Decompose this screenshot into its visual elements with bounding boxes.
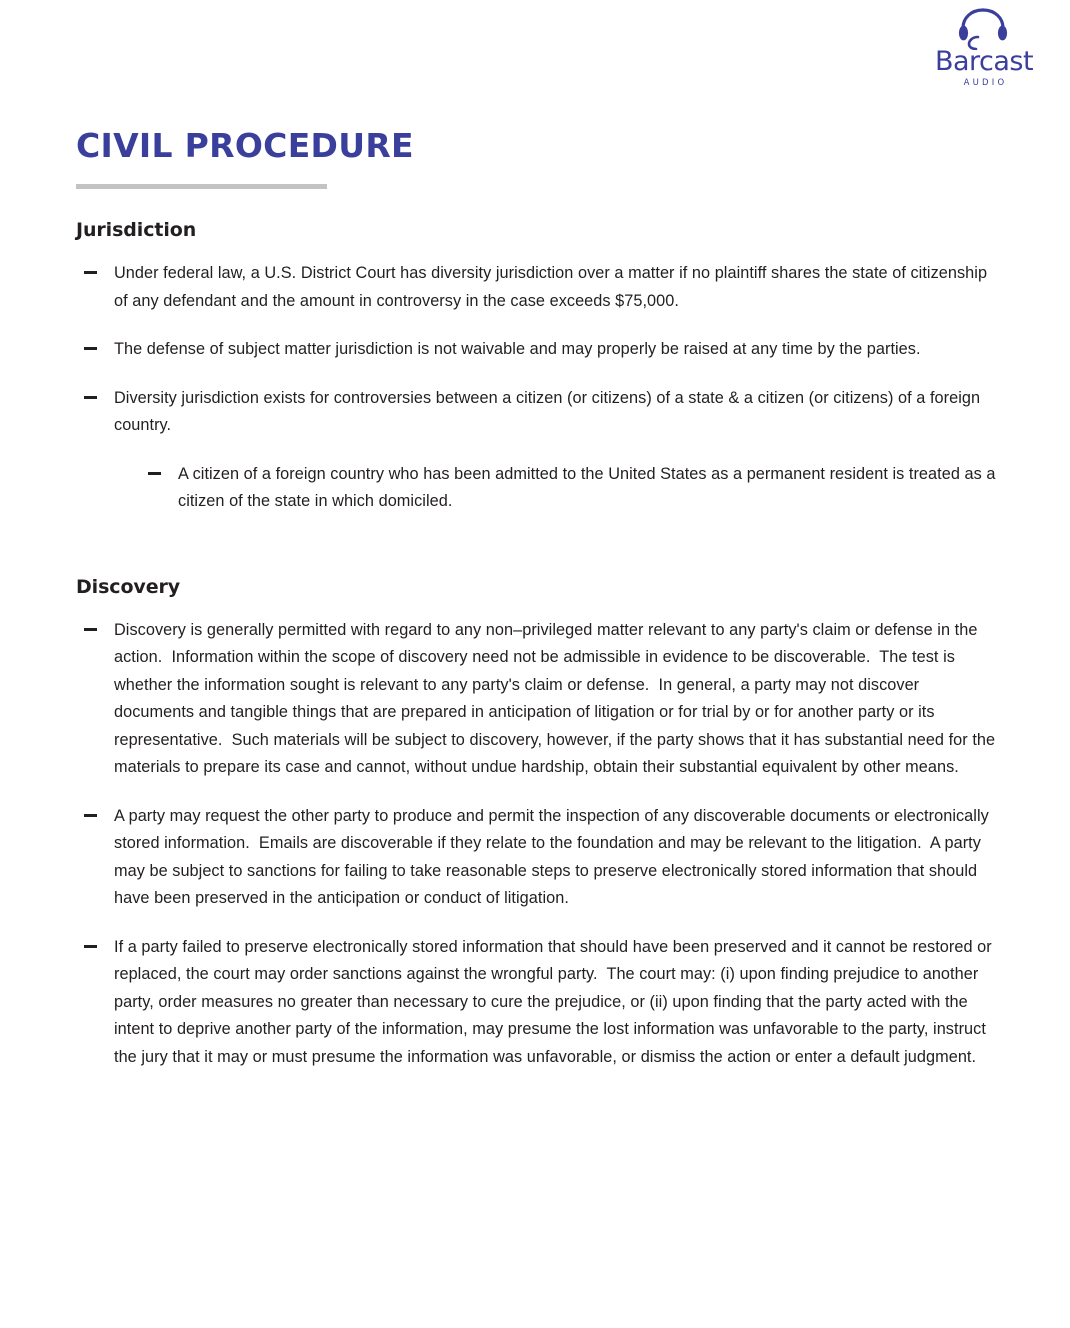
- dash-bullet-icon: [84, 396, 97, 399]
- section-heading: Discovery: [76, 575, 181, 598]
- page-title: CIVIL PROCEDURE: [76, 126, 414, 165]
- document-body: [76, 128, 1021, 1071]
- list-item: [76, 803, 1001, 913]
- bullet-list: [76, 260, 1021, 516]
- list-item: [76, 934, 1001, 1072]
- title-divider: [76, 184, 327, 189]
- sub-list-item-text: A citizen of a foreign country who has been admitted to the United States as a permanent resident is treated as a citizen of the state in which domiciled.: [178, 464, 1001, 511]
- sub-bullet-list: [140, 461, 1001, 516]
- section-jurisdiction: [76, 219, 1021, 516]
- brand-logo: [928, 6, 1040, 88]
- dash-bullet-icon: [148, 472, 161, 475]
- list-item: [76, 385, 1001, 516]
- bullet-list: [76, 617, 1021, 1072]
- list-item-text: A party may request the other party to produce and permit the inspection of any discoverable documents or electronically stored information. Emails are discoverable if they relate to the foundation and may be relevant to the litigation. A party may be subject to sanctions for failing to take reasonable steps to preserve electronically stored information that should have been preserved in the anticipation or conduct of litigation.: [114, 806, 994, 908]
- dash-bullet-icon: [84, 347, 97, 350]
- list-item-text: Under federal law, a U.S. District Court has diversity jurisdiction over a matter if no plaintiff shares the state of citizenship of any defendant and the amount in controversy in the case exceeds $75,000.: [114, 264, 992, 310]
- dash-bullet-icon: [84, 945, 97, 948]
- sub-list-item: [140, 461, 1001, 516]
- list-item: [76, 617, 1001, 782]
- headphones-icon: [952, 6, 1016, 50]
- dash-bullet-icon: [84, 814, 97, 817]
- logo-subtext: AUDIO: [963, 78, 1008, 88]
- section-heading: Jurisdiction: [76, 219, 197, 242]
- dash-bullet-icon: [84, 271, 97, 274]
- list-item-text: The defense of subject matter jurisdiction is not waivable and may properly be raised at any time by the parties.: [114, 340, 921, 359]
- list-item: [76, 260, 1001, 315]
- list-item-text: If a party failed to preserve electronically stored information that should have been preserved and it cannot be restored or replaced, the court may order sanctions against the wrongful party. The court may: (i) upon finding prejudice to another party, order measures no greater than necessary to cure the prejudice, or (ii) upon finding that the party acted with the intent to deprive another party of the information, may presume the lost information was unfavorable to the party, instruct the jury that it may or must presume the information was unfavorable, or dismiss the action or enter a default judgment.: [114, 937, 997, 1066]
- list-item-text: Discovery is generally permitted with regard to any non–privileged matter relevant to any party's claim or defense in the action. Information within the scope of discovery need not be admissible in evidence to be discoverable. The test is whether the information sought is relevant to any party's claim or defense. In general, a party may not discover documents and tangible things that are prepared in anticipation of litigation or for trial by or for another party or its representative. Such materials will be subject to discovery, however, if the party shows that it has substantial need for the materials to prepare its case and cannot, without undue hardship, obtain their substantial equivalent by other means.: [114, 620, 1000, 777]
- logo-wordmark: Barcast: [934, 46, 1034, 77]
- dash-bullet-icon: [84, 628, 97, 631]
- list-item: [76, 336, 1001, 364]
- list-item-text: Diversity jurisdiction exists for controversies between a citizen (or citizens) of a state & a citizen (or citizens) of a foreign country.: [114, 388, 985, 435]
- section-discovery: [76, 576, 1021, 1072]
